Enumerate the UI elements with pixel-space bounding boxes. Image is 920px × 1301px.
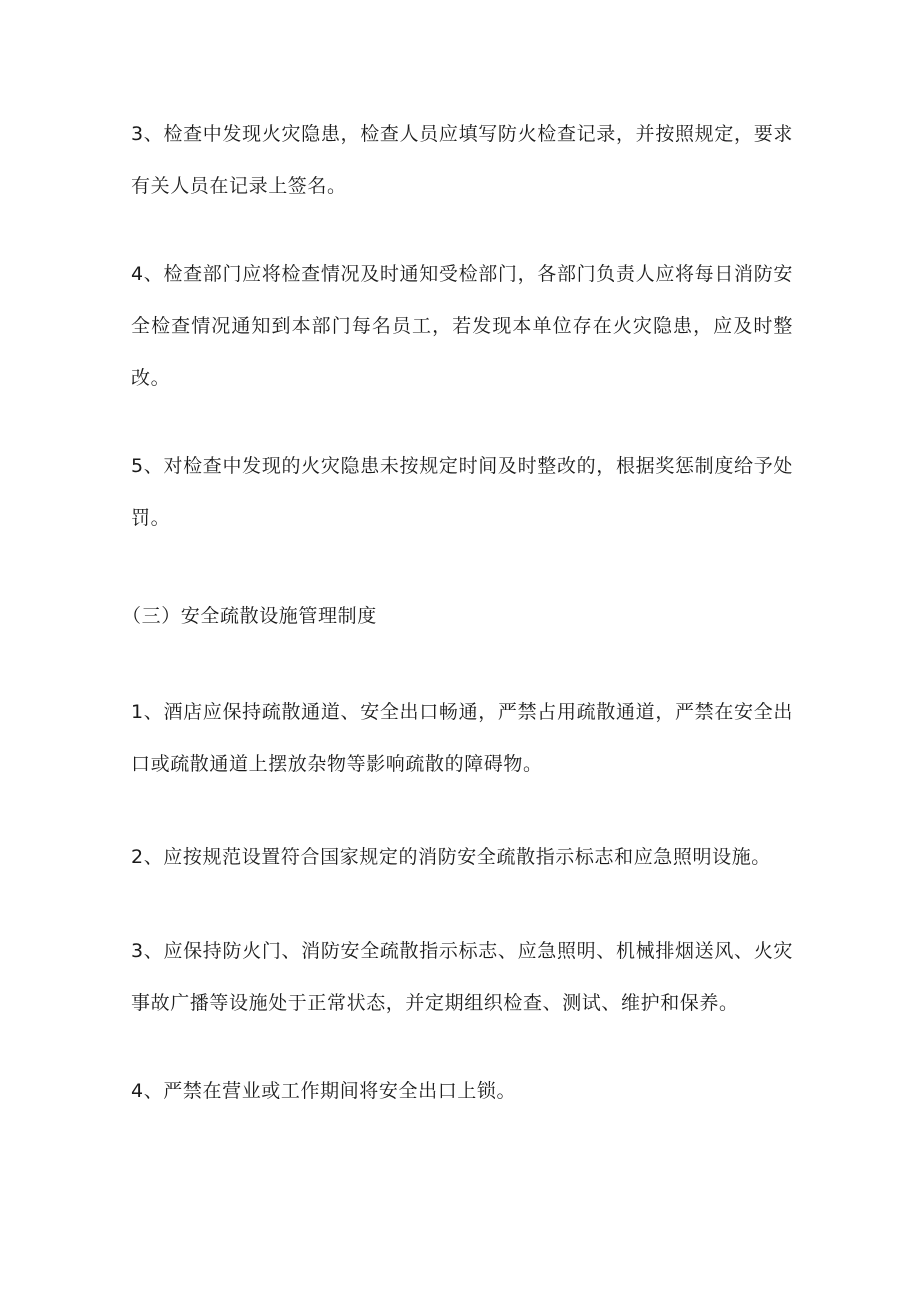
paragraph-item-3-maintain-facilities: 3、应保持防火门、消防安全疏散指示标志、应急照明、机械排烟送风、火灾事故广播等设施处于正常状态，并定期组织检查、测试、维护和保养。 — [131, 940, 793, 1014]
paragraph-item-4-no-locked-exits: 4、严禁在营业或工作期间将安全出口上锁。 — [131, 1080, 517, 1102]
section-heading-evacuation-facilities: （三）安全疏散设施管理制度 — [122, 605, 377, 627]
paragraph-item-3-fire-hazard-record: 3、检查中发现火灾隐患，检查人员应填写防火检查记录，并按照规定，要求有关人员在记录上签名。 — [131, 123, 793, 197]
paragraph-item-5-penalty: 5、对检查中发现的火灾隐患未按规定时间及时整改的，根据奖惩制度给予处罚。 — [131, 455, 793, 529]
paragraph-item-1-keep-exits-clear: 1、酒店应保持疏散通道、安全出口畅通，严禁占用疏散通道，严禁在安全出口或疏散通道上摆放杂物等影响疏散的障碍物。 — [131, 701, 793, 775]
paragraph-item-2-evacuation-signs: 2、应按规范设置符合国家规定的消防安全疏散指示标志和应急照明设施。 — [131, 846, 771, 868]
paragraph-item-4-notify-departments: 4、检查部门应将检查情况及时通知受检部门，各部门负责人应将每日消防安全检查情况通知到本部门每名员工，若发现本单位存在火灾隐患，应及时整改。 — [131, 263, 793, 389]
